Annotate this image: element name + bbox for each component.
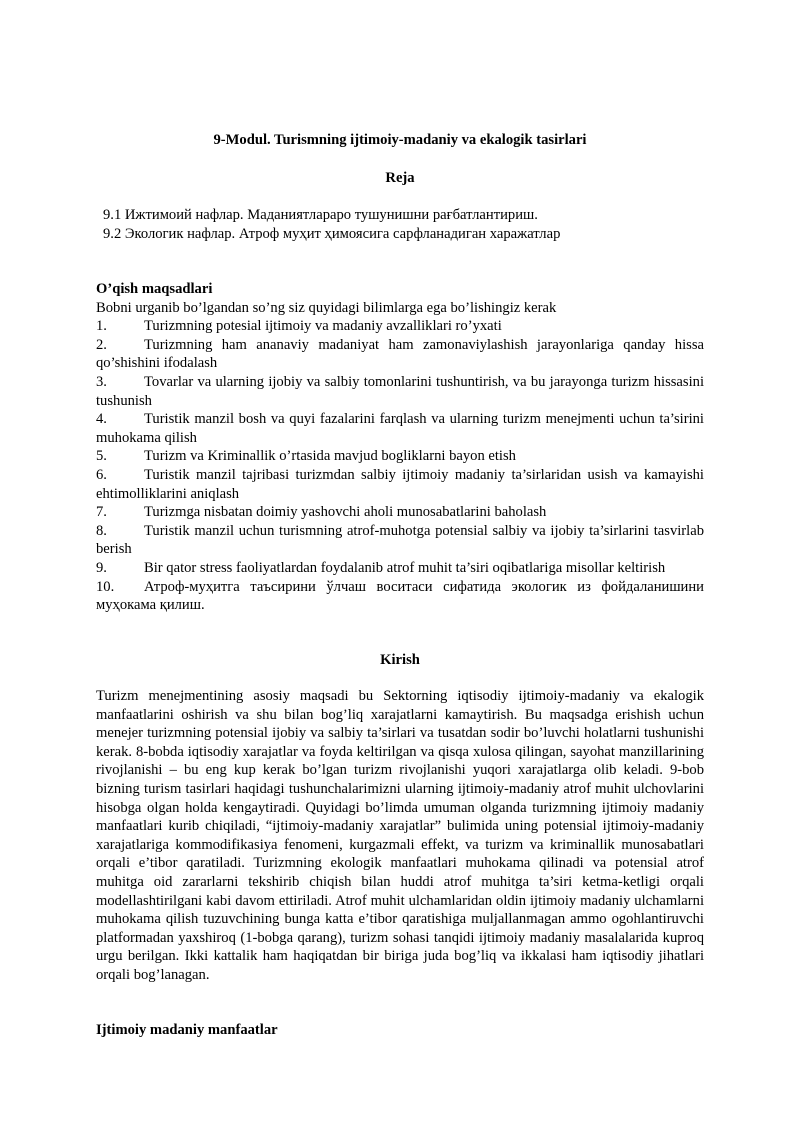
goal-text: Turizmning ham ananaviy madaniyat ham zamonaviylashish jarayonlariga qanday hissa qo’shishini ifodalash	[96, 336, 704, 372]
goal-number: 2.	[96, 336, 107, 353]
goals-intro: Bobni urganib bo’lgandan so’ng siz quyidagi bilimlarga ega bo’lishingiz kerak	[96, 299, 557, 316]
goal-item	[96, 559, 704, 578]
intro-heading: Kirish	[380, 652, 420, 668]
goal-number: 7.	[96, 504, 107, 521]
goal-item	[96, 503, 704, 522]
goal-text: Turistik manzil bosh va quyi fazalarini farqlash va ularning turizm menejmenti uchun ta’sirini muhokama qilish	[96, 411, 704, 446]
goal-number: 9.	[96, 559, 107, 576]
goal-item	[96, 317, 704, 336]
goal-number: 6.	[96, 466, 107, 483]
goal-text: Turizm va Kriminallik o’rtasida mavjud bogliklarni bayon etish	[144, 448, 516, 465]
learning-goals-section	[96, 280, 704, 615]
module-title: 9-Modul. Turismning ijtimoiy-madaniy va ekalogik tasirlari	[213, 132, 587, 148]
goal-item	[96, 578, 704, 615]
intro-paragraph: Turizm menejmentining asosiy maqsadi bu Sektorning iqtisodiy ijtimoiy-madaniy va ekalogik manfaatlarini oshirish va shu bilan bog’liq xarajatlarni kamaytirish. Bu maqsadga erishish uchun menejer turizmning potensial ijobiy va salbiy ta’sirlari va tusatdan sodir bo’luvchi holatlarni tushunishi kerak. 8-bobda iqtisodiy xarajatlar va foyda keltirilgan va qisqa xulosa qilingan, sayohat manzillarining rivojlanishi – bu eng kup kerak bo’lgan turizm rivojlanishi yuqori xarajatlarga olib keladi. 9-bob bizning turism tasirlari haqidagi tushunchalarimizni ularning ijtimoiy-madaniy atrof muhit ulchovlarini hisobga olgan holda kengaytiradi. Quyidagi bo’limda umuman olganda turizmning ijtimoiy madaniy manfaatlari kurib chiqiladi, “ijtimoiy-madaniy xarajatlar” bulimida uning potensial ijtimoiy-madaniy xarajatlariga kommodifikasiya fenomeni, kurgazmali effekt, va turizm va kriminallik munosabatlari orqali e’tibor qaratiladi. Turizmning ekologik manfaatlari muhokama qilinadi va potensial atrof muhitga oid zararlarni tekshirib chiqish bilan huddi atrof muhitga ta’siri ketma-ketligi orqali modellashtirilgani kabi davom ettiriladi. Atrof muhit ulchamlaridan oldin ijtimoiy madaniy ulchamlarni muhokama qilish tuzuvchining bunga katta e’tibor qaratishiga muljallanmagan ammo ogohlantiruvchi platformadan yaxshiroq (1-bobga qarang), turizm sohasi tanqidi ijtimoiy madaniy masalalarida kuproq urgu berilgan. Ikki kattalik ham haqiqatdan bir biriga juda bog’liq va ikkalasi ham iqtisodiy jihatlari orqali bog’lanagan.	[96, 688, 704, 983]
goal-text: Turistik manzil uchun turismning atrof-muhotga potensial salbiy va ijobiy ta’sirlarini tasvirlab berish	[96, 522, 704, 558]
plan-heading: Reja	[385, 170, 415, 186]
goal-text: Turistik manzil tajribasi turizmdan salbiy ijtimoiy madaniy ta’sirlaridan usish va kamayishi ehtimolliklarini aniqlash	[96, 466, 704, 502]
goal-item	[96, 447, 704, 466]
goal-number: 1.	[96, 318, 107, 335]
goal-number: 3.	[96, 373, 107, 390]
goal-text: Атроф-муҳитга таъсирини ўлчаш воситаси сифатида экологик из фойдаланишини муҳокама қилиш.	[96, 578, 704, 614]
goal-text: Turizmning potesial ijtimoiy va madaniy avzalliklari ro’yxati	[144, 318, 502, 335]
goal-number: 10.	[96, 578, 115, 595]
goal-item	[96, 466, 704, 503]
plan-item: 9.1 Ижтимоий нафлар. Маданиятлараро тушунишни рағбатлантириш.	[103, 207, 538, 223]
goals-heading: O’qish maqsadlari	[96, 281, 213, 297]
goal-item	[96, 373, 704, 410]
goal-text: Turizmga nisbatan doimiy yashovchi aholi munosabatlarini baholash	[144, 504, 547, 521]
goal-number: 5.	[96, 448, 107, 465]
section-subheading: Ijtimoiy madaniy manfaatlar	[96, 1022, 278, 1038]
goal-text: Tovarlar va ularning ijobiy va salbiy tomonlarini tushuntirish, va bu jarayonga turizm hissasini tushunish	[96, 373, 704, 409]
plan-list	[103, 206, 703, 243]
goal-item	[96, 410, 704, 447]
goal-item	[96, 522, 704, 559]
plan-item: 9.2 Экологик нафлар. Атроф муҳит ҳимоясига сарфланадиган харажатлар	[103, 225, 561, 242]
goal-text: Bir qator stress faoliyatlardan foydalanib atrof muhit ta’siri oqibatlariga misollar keltirish	[144, 559, 666, 576]
goal-number: 4.	[96, 411, 107, 428]
goal-number: 8.	[96, 522, 107, 539]
goal-item	[96, 336, 704, 373]
